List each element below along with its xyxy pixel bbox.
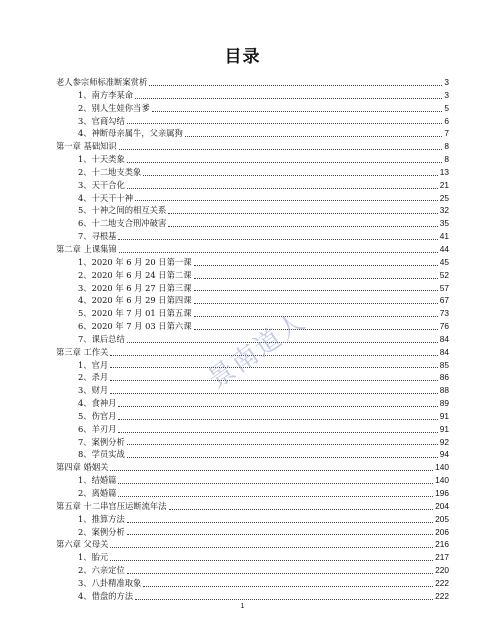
toc-entry-label: 2、别人生娃你当爹	[78, 102, 150, 113]
toc-entry-label: 8、学员实战	[78, 449, 125, 460]
toc-entry-page: 13	[439, 166, 449, 177]
toc-entry-page: 57	[439, 282, 449, 293]
toc-entry-label: 第一章 基础知识	[56, 141, 117, 152]
toc-entry-label: 7、案例分析	[78, 436, 125, 447]
toc-entry-label: 5、2020 年 7 月 01 日第五课	[78, 308, 192, 319]
toc-entry-page: 3	[444, 77, 449, 87]
toc-entry-label: 6、十二地支合刑冲破害	[78, 218, 167, 229]
toc-entry-label: 1、胎元	[78, 552, 109, 563]
toc-entry-page: 25	[439, 192, 449, 203]
toc-entry-page: 92	[439, 436, 449, 447]
toc-entry-page: 8	[444, 154, 449, 165]
toc-entry-page: 21	[439, 179, 449, 190]
dot-leader	[118, 238, 437, 240]
toc-entry-label: 2、2020 年 6 月 24 日第二课	[78, 269, 192, 280]
toc-entry-page: 205	[435, 513, 449, 524]
dot-leader	[127, 572, 433, 574]
dot-leader	[119, 148, 443, 150]
dot-leader	[194, 289, 438, 291]
toc-entry-sub[interactable]	[56, 115, 449, 128]
dot-leader	[118, 482, 433, 484]
toc-entry-sub[interactable]	[56, 102, 449, 115]
dot-leader	[194, 315, 438, 317]
toc-entry-page: 6	[444, 115, 449, 126]
toc-entry-sub[interactable]	[56, 384, 449, 397]
toc-entry-chapter[interactable]	[56, 76, 449, 89]
toc-title: 目录	[224, 47, 261, 67]
dot-leader	[110, 392, 438, 394]
dot-leader	[127, 161, 443, 163]
toc-entry-page: 3	[444, 89, 449, 100]
dot-leader	[168, 212, 438, 214]
toc-entry-label: 7、课后总结	[78, 333, 125, 344]
dot-leader	[127, 443, 438, 445]
toc-entry-sub[interactable]	[56, 551, 449, 564]
toc-entry-label: 3、财月	[78, 385, 109, 396]
toc-entry-sub[interactable]	[56, 577, 449, 590]
dot-leader	[127, 187, 438, 189]
toc-entry-sub[interactable]	[56, 294, 449, 307]
toc-entry-page: 204	[435, 500, 449, 511]
toc-entry-page: 8	[444, 141, 449, 152]
dot-leader	[168, 225, 438, 227]
dot-leader	[127, 122, 443, 124]
toc-entry-label: 2、六亲定位	[78, 565, 125, 576]
toc-entry-page: 84	[439, 333, 449, 344]
dot-leader	[135, 97, 442, 99]
dot-leader	[110, 379, 438, 381]
toc-entry-sub[interactable]	[56, 513, 449, 526]
toc-entry-chapter[interactable]	[56, 461, 449, 474]
toc-entry-sub[interactable]	[56, 153, 449, 166]
toc-entry-page: 67	[439, 295, 449, 306]
dot-leader	[194, 328, 438, 330]
watermark: 景南道人	[202, 306, 312, 395]
toc-entry-label: 第六章 父母关	[56, 539, 109, 550]
toc-entry-page: 86	[439, 372, 449, 383]
toc-entry-sub[interactable]	[56, 410, 449, 423]
toc-entry-page: 94	[439, 449, 449, 460]
toc-entry-sub[interactable]	[56, 282, 449, 295]
toc-entry-sub[interactable]	[56, 448, 449, 461]
dot-leader	[143, 174, 437, 176]
toc-entry-page: 76	[439, 321, 449, 332]
toc-entry-label: 5、伤官月	[78, 410, 117, 421]
toc-entry-chapter[interactable]	[56, 500, 449, 513]
toc-entry-label: 5、十神之间的相互关系	[78, 205, 167, 216]
toc-entry-label: 1、2020 年 6 月 20 日第一课	[78, 256, 192, 267]
dot-leader	[118, 431, 437, 433]
toc-entry-page: 5	[444, 102, 449, 113]
toc-entry-page: 91	[439, 410, 449, 421]
toc-entry-label: 3、天干合化	[78, 179, 125, 190]
toc-entry-label: 1、结婚篇	[78, 475, 117, 486]
toc-entry-label: 第四章 婚姻关	[56, 462, 109, 473]
toc-entry-label: 3、八卦精准取象	[78, 577, 142, 588]
toc-entry-label: 4、神断母亲属牛，父亲属狗	[78, 128, 183, 139]
toc-entry-page: 52	[439, 269, 449, 280]
dot-leader	[118, 495, 433, 497]
toc-entry-page: 41	[439, 231, 449, 242]
dot-leader	[185, 135, 443, 137]
dot-leader	[127, 533, 433, 535]
toc-entry-sub[interactable]	[56, 256, 449, 269]
toc-entry-page: 216	[435, 539, 449, 550]
dot-leader	[127, 456, 438, 458]
dot-leader	[118, 418, 437, 420]
toc-entry-page: 217	[435, 552, 449, 563]
toc-entry-sub[interactable]	[56, 127, 449, 140]
toc-entry-page: 222	[435, 590, 449, 601]
toc-entry-sub[interactable]	[56, 269, 449, 282]
page-number: 1	[240, 603, 245, 610]
toc-entry-page: 85	[439, 359, 449, 370]
dot-leader	[119, 251, 438, 253]
toc-entry-page: 206	[435, 526, 449, 537]
toc-entry-page: 73	[439, 308, 449, 319]
toc-entry-label: 1、十天类象	[78, 154, 125, 165]
toc-entry-sub[interactable]	[56, 307, 449, 320]
dot-leader	[118, 405, 437, 407]
toc-entry-sub[interactable]	[56, 204, 449, 217]
toc-entry-label: 4、十天干十神	[78, 192, 134, 203]
dot-leader	[152, 110, 443, 112]
toc-entry-label: 第二章 上课集锦	[56, 243, 117, 254]
toc-entry-label: 2、离婚篇	[78, 488, 117, 498]
toc-entry-chapter[interactable]	[56, 243, 449, 256]
toc-entry-label: 第五章 十二串宫压运断流年法	[56, 500, 167, 511]
toc-entry-page: 35	[439, 218, 449, 229]
toc-entry-label: 1、官月	[78, 359, 109, 370]
dot-leader	[127, 521, 433, 523]
dot-leader	[135, 598, 433, 600]
toc-entry-sub[interactable]	[56, 436, 449, 449]
toc-entry-page: 32	[439, 205, 449, 216]
dot-leader	[194, 302, 438, 304]
toc-entry-sub[interactable]	[56, 166, 449, 179]
toc-entry-page: 44	[439, 243, 449, 254]
dot-leader	[110, 469, 433, 471]
dot-leader	[149, 84, 442, 86]
toc-entry-page: 140	[435, 475, 449, 486]
toc-entry-page: 196	[435, 488, 449, 498]
toc-entry-page: 88	[439, 385, 449, 396]
toc-entry-page: 222	[435, 577, 449, 588]
toc-entry-sub[interactable]	[56, 423, 449, 436]
toc-entry-label: 7、寻根基	[78, 231, 117, 242]
dot-leader	[110, 546, 433, 548]
toc-entry-sub[interactable]	[56, 89, 449, 102]
toc-entry-sub[interactable]	[56, 474, 449, 487]
toc-entry-sub[interactable]	[56, 217, 449, 230]
toc-entry-sub[interactable]	[56, 192, 449, 205]
toc-entry-sub[interactable]	[56, 397, 449, 410]
toc-entry-page: 220	[435, 565, 449, 576]
toc-entry-sub[interactable]	[56, 230, 449, 243]
toc-entry-sub[interactable]	[56, 564, 449, 577]
toc-entry-label: 4、食神月	[78, 398, 117, 409]
toc-entry-label: 6、羊刃月	[78, 423, 117, 434]
toc-entry-sub[interactable]	[56, 179, 449, 192]
toc-entry-label: 3、官商勾结	[78, 115, 125, 126]
toc-entry-page: 91	[439, 423, 449, 434]
dot-leader	[135, 199, 438, 201]
dot-leader	[143, 585, 433, 587]
toc-entry-label: 3、2020 年 6 月 27 日第三课	[78, 282, 192, 293]
toc-entry-label: 2、十二地支类象	[78, 166, 142, 177]
toc-entry-label: 4、借盘的方法	[78, 590, 134, 601]
toc-entry-label: 4、2020 年 6 月 29 日第四课	[78, 295, 192, 306]
toc-entry-label: 6、2020 年 7 月 03 日第六课	[78, 321, 192, 332]
toc-entry-page: 7	[444, 128, 449, 139]
toc-entry-label: 第三章 工作关	[56, 346, 109, 357]
toc-entry-chapter[interactable]	[56, 538, 449, 551]
toc-entry-sub[interactable]	[56, 487, 449, 500]
toc-entry-sub[interactable]	[56, 590, 449, 603]
dot-leader	[110, 366, 438, 368]
toc-entry-sub[interactable]	[56, 526, 449, 539]
dot-leader	[194, 277, 438, 279]
dot-leader	[194, 264, 438, 266]
toc-entry-label: 2、杀月	[78, 372, 109, 383]
dot-leader	[169, 508, 434, 510]
toc-entry-page: 45	[439, 256, 449, 267]
toc-entry-label: 1、南方李某命	[78, 89, 134, 100]
toc-entry-chapter[interactable]	[56, 140, 449, 153]
toc-entry-label: 1、推算方法	[78, 513, 125, 524]
toc-entry-page: 140	[435, 462, 449, 473]
dot-leader	[110, 559, 433, 561]
toc-entry-label: 2、案例分析	[78, 526, 125, 537]
toc-entry-page: 89	[439, 398, 449, 409]
toc-entry-label: 老人参宗师标准断案赏析	[56, 77, 148, 87]
toc-entry-page: 84	[439, 346, 449, 357]
